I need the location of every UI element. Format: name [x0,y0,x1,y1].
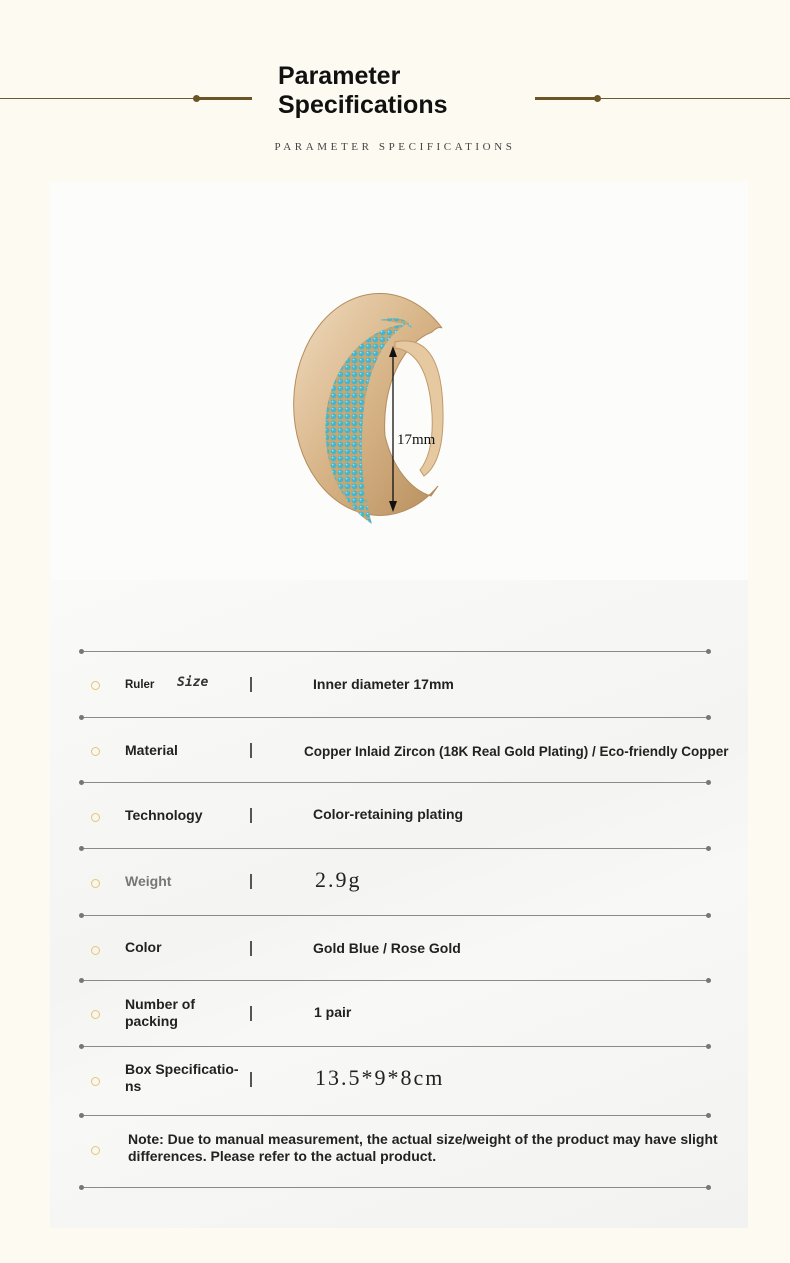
header-rule-right-accent [535,97,597,100]
header-rule-right [597,98,790,99]
spec-value: 1 pair [314,1004,352,1020]
note-text: Note: Due to manual measurement, the actual size/weight of the product may have slight differences. Please refer to the actual product. [128,1131,718,1164]
bullet-icon [91,813,100,822]
spec-label-line-2: packing [125,1013,178,1029]
row-divider [81,1046,709,1047]
bullet-icon [91,1077,100,1086]
header-dot-left [193,95,200,102]
ring-illustration [50,182,748,580]
spec-value: Inner diameter 17mm [313,676,454,692]
row-divider [81,782,709,783]
separator [250,808,252,823]
separator [250,677,252,692]
spec-label-line-1: Box Specificatio- [125,1061,239,1077]
separator [250,1072,252,1087]
bullet-icon [91,879,100,888]
row-divider [81,1115,709,1116]
page-title [278,62,518,120]
page-subtitle: PARAMETER SPECIFICATIONS [274,141,516,153]
spec-value: Color-retaining plating [313,806,464,822]
separator [250,941,252,956]
spec-label-line-2: ns [125,1078,142,1094]
spec-label: Material [125,742,178,758]
header-rule-left-accent [196,97,252,100]
spec-label [125,1061,239,1095]
dimension-label: 17mm [397,432,436,448]
spec-label: Color [125,939,162,955]
spec-label [125,996,195,1030]
row-divider [81,980,709,981]
title-line-2: Specifications [278,91,448,119]
bullet-icon [91,1146,100,1155]
spec-value: Gold Blue / Rose Gold [313,940,461,956]
title-line-1: Parameter [278,62,401,90]
bullet-icon [91,747,100,756]
product-photo [50,182,748,580]
spec-label: Ruler [125,679,155,691]
separator [250,1006,252,1021]
row-divider [81,848,709,849]
spec-label-extra: Size [177,675,209,690]
spec-value: 2.9g [315,867,362,892]
spec-value: 13.5*9*8cm [315,1065,445,1090]
row-divider [81,1187,709,1188]
spec-value: Copper Inlaid Zircon (18K Real Gold Plating) / Eco-friendly Copper [304,744,729,759]
row-divider [81,651,709,652]
spec-label: Technology [125,807,203,823]
spec-label-line-1: Number of [125,996,195,1012]
separator [250,743,252,758]
row-divider [81,915,709,916]
bullet-icon [91,1010,100,1019]
separator [250,874,252,889]
bullet-icon [91,946,100,955]
bullet-icon [91,681,100,690]
page-header [0,0,790,170]
spec-label: Weight [125,873,172,889]
header-rule-left [0,98,196,99]
row-divider [81,717,709,718]
